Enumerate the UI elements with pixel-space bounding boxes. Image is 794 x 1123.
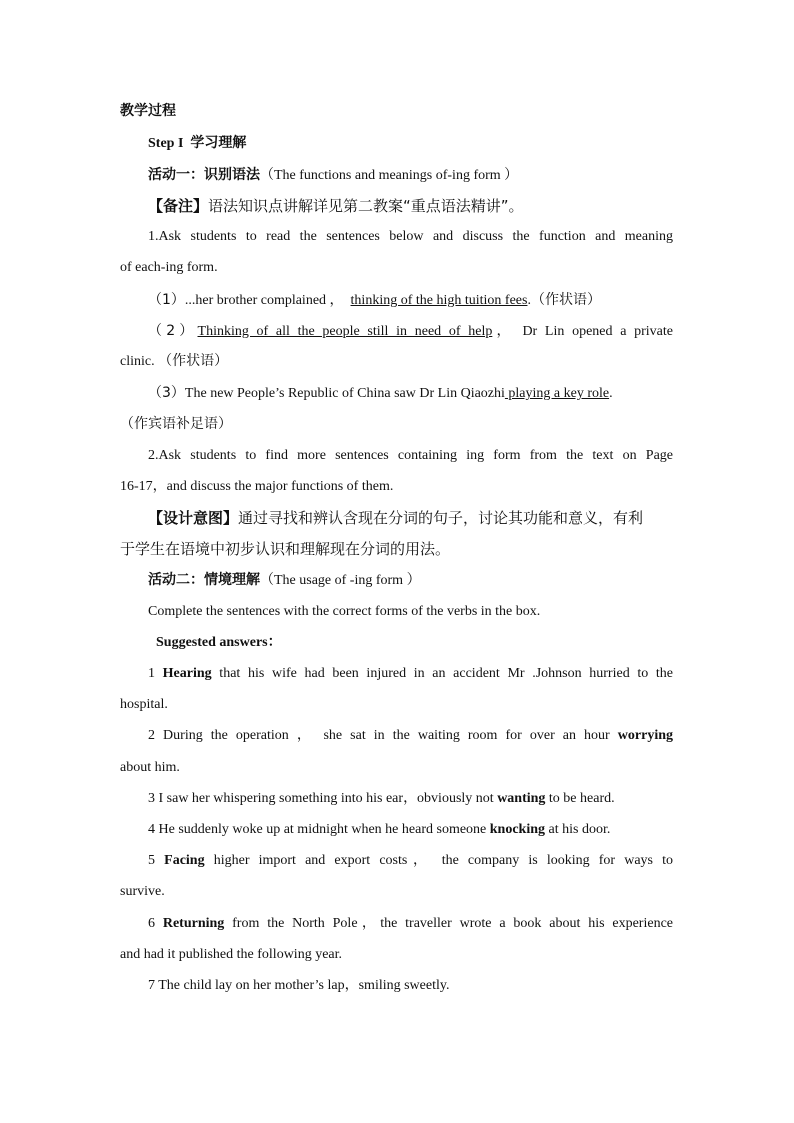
answer-3 (148, 789, 673, 809)
example-1-pre: ...her brother complained ， (184, 293, 344, 308)
answer-7-text: 7 The child lay on her mother’s lap，smiling sweetly. (148, 978, 450, 993)
example-3-underlined: playing a key role (504, 386, 610, 401)
answer-3-post: to be heard. (545, 791, 615, 806)
answer-1-verb: Hearing (162, 666, 212, 681)
note-line (148, 196, 673, 216)
activity2-heading (148, 570, 673, 591)
answer-6-verb: Returning (162, 916, 225, 931)
example-1 (148, 290, 673, 311)
example-2-line2: clinic. （作状语） (120, 354, 229, 369)
example-2-underlined: Thinking of all the people still in need of help (197, 324, 493, 339)
answer-5-line2: survive. (120, 884, 165, 899)
activity2-instruction: Complete the sentences with the correct forms of the verbs in the box. (148, 604, 541, 619)
answer-4-pre: 4 He suddenly woke up at midnight when he heard someone (148, 822, 490, 837)
activity1-heading (148, 165, 673, 186)
answer-5-post: higher import and export costs， the company is looking for ways to (204, 853, 674, 868)
design-tag: 【设计意图】 (148, 509, 239, 527)
answer-6-post: from the North Pole，the traveller wrote a book about his experience (224, 916, 673, 931)
example-1-num: （1） (148, 292, 185, 308)
answer-5 (148, 851, 673, 871)
answer-2-verb: worrying (617, 728, 673, 743)
answer-1-line2: hospital. (120, 697, 168, 712)
answer-3-pre: 3 I saw her whispering something into his ear，obviously not (148, 791, 498, 806)
design-intent-line2: 于学生在语境中初步认识和理解现在分词的用法。 (120, 540, 451, 558)
answer-6-line2: and had it published the following year. (120, 947, 343, 962)
answer-4-post: at his door. (545, 822, 611, 837)
example-3 (148, 383, 673, 404)
example-3-pre: The new People’s Republic of China saw Dr Lin Qiaozhi (184, 386, 505, 401)
task2-line2: 16-17，and discuss the major functions of them. (120, 479, 394, 494)
answer-5-pre: 5 (148, 853, 165, 868)
answer-2-line2: about him. (120, 760, 180, 775)
activity2-subtitle: （The usage of -ing form ） (260, 573, 421, 588)
answer-1-post: that his wife had been injured in an accident Mr .Johnson hurried to the (211, 666, 673, 681)
example-2-post: ， Dr Lin opened a private (492, 324, 673, 339)
design-intent-line1 (148, 508, 673, 528)
answer-4-verb: knocking (489, 822, 546, 837)
step-label: Step I (148, 136, 184, 151)
example-3-num: （3） (148, 385, 185, 401)
answer-2-pre: 2 During the operation ， she sat in the waiting room for over an hour (148, 728, 618, 743)
answer-7 (148, 976, 673, 996)
answer-6 (148, 914, 673, 934)
design-text-1: 通过寻找和辨认含现在分词的句子，讨论其功能和意义，有利 (238, 509, 644, 527)
note-tag: 【备注】 (148, 197, 209, 215)
answer-4 (148, 820, 673, 840)
answer-5-verb: Facing (164, 853, 205, 868)
activity1-subtitle: （The functions and meanings of-ing form ） (260, 168, 519, 183)
activity1-label: 活动一：识别语法 (148, 167, 260, 183)
suggested-answers-label: Suggested answers： (156, 635, 282, 650)
note-text: 语法知识点讲解详见第二教案“重点语法精讲”。 (208, 197, 524, 215)
example-2-num: （2） (148, 323, 198, 339)
step-title: 学习理解 (190, 135, 247, 151)
task1-line1: 1.Ask students to read the sentences below and discuss the function and meaning (148, 229, 673, 244)
example-1-underlined: thinking of the high tuition fees (350, 293, 528, 308)
step-heading (148, 133, 673, 154)
answer-1-pre: 1 (148, 666, 163, 681)
page-title: 教学过程 (120, 103, 176, 119)
answer-1 (148, 664, 673, 684)
answer-6-pre: 6 (148, 916, 163, 931)
example-1-post: .（作状语） (527, 293, 601, 308)
example-3-post: . (609, 386, 613, 401)
task2-line1: 2.Ask students to find more sentences containing ing form from the text on Page (148, 448, 673, 463)
activity2-label: 活动二：情境理解 (148, 572, 260, 588)
example-3-line2: （作宾语补足语） (120, 416, 232, 432)
task1-line2: of each-ing form. (120, 260, 218, 275)
answer-3-verb: wanting (497, 791, 546, 806)
answer-2 (148, 726, 673, 746)
example-2 (148, 321, 673, 342)
